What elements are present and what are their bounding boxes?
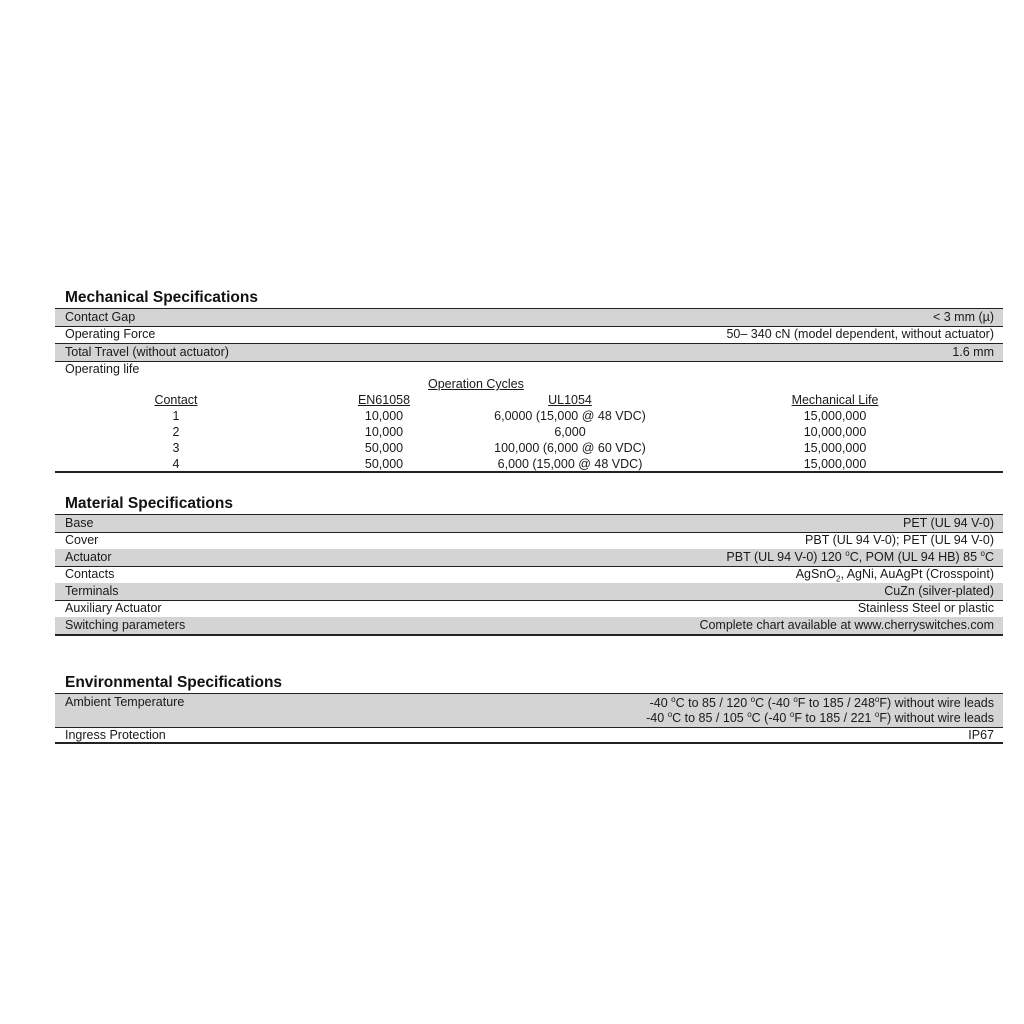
spec-value: PET (UL 94 V-0) — [902, 516, 994, 530]
table-cell: 50,000 — [364, 441, 404, 455]
table-cell: 10,000,000 — [803, 425, 867, 439]
spec-row-contacts — [55, 566, 1003, 583]
table-header: Contact — [154, 393, 198, 407]
environmental-title: Environmental Specifications — [65, 674, 283, 691]
spec-row-total-travel — [55, 344, 1003, 361]
spec-value: 50– 340 cN (model dependent, without actuator) — [726, 327, 994, 341]
table-header: UL1054 — [548, 393, 592, 407]
table-cell: 15,000,000 — [803, 457, 867, 471]
table-cell: 10,000 — [364, 409, 404, 423]
table-cell: 6,000 — [554, 425, 586, 439]
divider — [55, 361, 1003, 362]
divider — [55, 471, 1003, 473]
spec-value: PBT (UL 94 V-0); PET (UL 94 V-0) — [805, 533, 994, 547]
spec-row-operating-force — [55, 326, 1003, 343]
spec-value: Complete chart available at www.cherryswitches.com — [699, 618, 994, 632]
mechanical-title: Mechanical Specifications — [65, 289, 258, 306]
table-cell: 15,000,000 — [803, 441, 867, 455]
spec-label: Switching parameters — [65, 618, 186, 632]
spec-value: 1.6 mm — [952, 345, 994, 359]
table-column-mechanical-life — [755, 392, 915, 472]
spec-value: IP67 — [968, 728, 994, 742]
table-header: EN61058 — [357, 393, 411, 407]
table-cell: 50,000 — [364, 457, 404, 471]
spec-label: Operating Force — [65, 327, 156, 341]
table-column-en61058 — [334, 392, 434, 472]
spec-label: Terminals — [65, 584, 119, 598]
spec-value: AgSnO$_2$, AgNi, AuAgPt (Crosspoint) — [795, 567, 994, 584]
table-cell: 10,000 — [364, 425, 404, 439]
spec-label: Total Travel (without actuator) — [65, 345, 229, 359]
table-column-contact — [126, 392, 226, 472]
spec-value: Stainless Steel or plastic — [857, 601, 994, 615]
table-cell: 6,0000 (15,000 @ 48 VDC) — [494, 409, 646, 423]
operating-life-label: Operating life — [65, 362, 140, 376]
table-cell: 100,000 (6,000 @ 60 VDC) — [494, 441, 646, 455]
spec-label: Auxiliary Actuator — [65, 601, 162, 615]
operation-cycles-header: Operation Cycles — [428, 377, 524, 391]
spec-label: Ambient Temperature — [65, 695, 185, 709]
spec-label: Cover — [65, 533, 99, 547]
divider — [55, 742, 1003, 744]
spec-value: -40 $^o$C to 85 / 120 $^o$C (-40 $^o$F to 185 / 248$^o$F) without wire leads -40 $^o$C to 85 / 105 $^o$C (-40 $^o$F to 185 / 221 $^o$F) without wire leads — [646, 694, 994, 725]
spec-row-terminals — [55, 583, 1003, 600]
table-column-ul1054 — [450, 392, 690, 472]
spec-row-cover — [55, 532, 1003, 549]
spec-label: Contacts — [65, 567, 115, 581]
table-cell: 4 — [172, 457, 180, 471]
spec-row-auxiliary-actuator — [55, 600, 1003, 617]
table-header: Mechanical Life — [791, 393, 879, 407]
spec-row-base — [55, 515, 1003, 532]
table-cell: 1 — [172, 409, 180, 423]
spec-row-contact-gap — [55, 309, 1003, 326]
divider — [55, 634, 1003, 636]
material-title: Material Specifications — [65, 495, 233, 512]
spec-label: Actuator — [65, 550, 112, 564]
spec-value: CuZn (silver-plated) — [884, 584, 994, 598]
spec-value: PBT (UL 94 V-0) 120 $^o$C, POM (UL 94 HB) 85 $^o$C — [726, 548, 994, 564]
spec-row-actuator — [55, 549, 1003, 566]
spec-value: < 3 mm (µ) — [932, 310, 994, 324]
spec-label: Contact Gap — [65, 310, 136, 324]
table-cell: 15,000,000 — [803, 409, 867, 423]
spec-row-ambient-temperature — [55, 694, 1003, 728]
spec-label: Base — [65, 516, 94, 530]
table-cell: 3 — [172, 441, 180, 455]
table-cell: 6,000 (15,000 @ 48 VDC) — [497, 457, 643, 471]
spec-label: Ingress Protection — [65, 728, 166, 742]
table-cell: 2 — [172, 425, 180, 439]
spec-row-switching-parameters — [55, 617, 1003, 634]
